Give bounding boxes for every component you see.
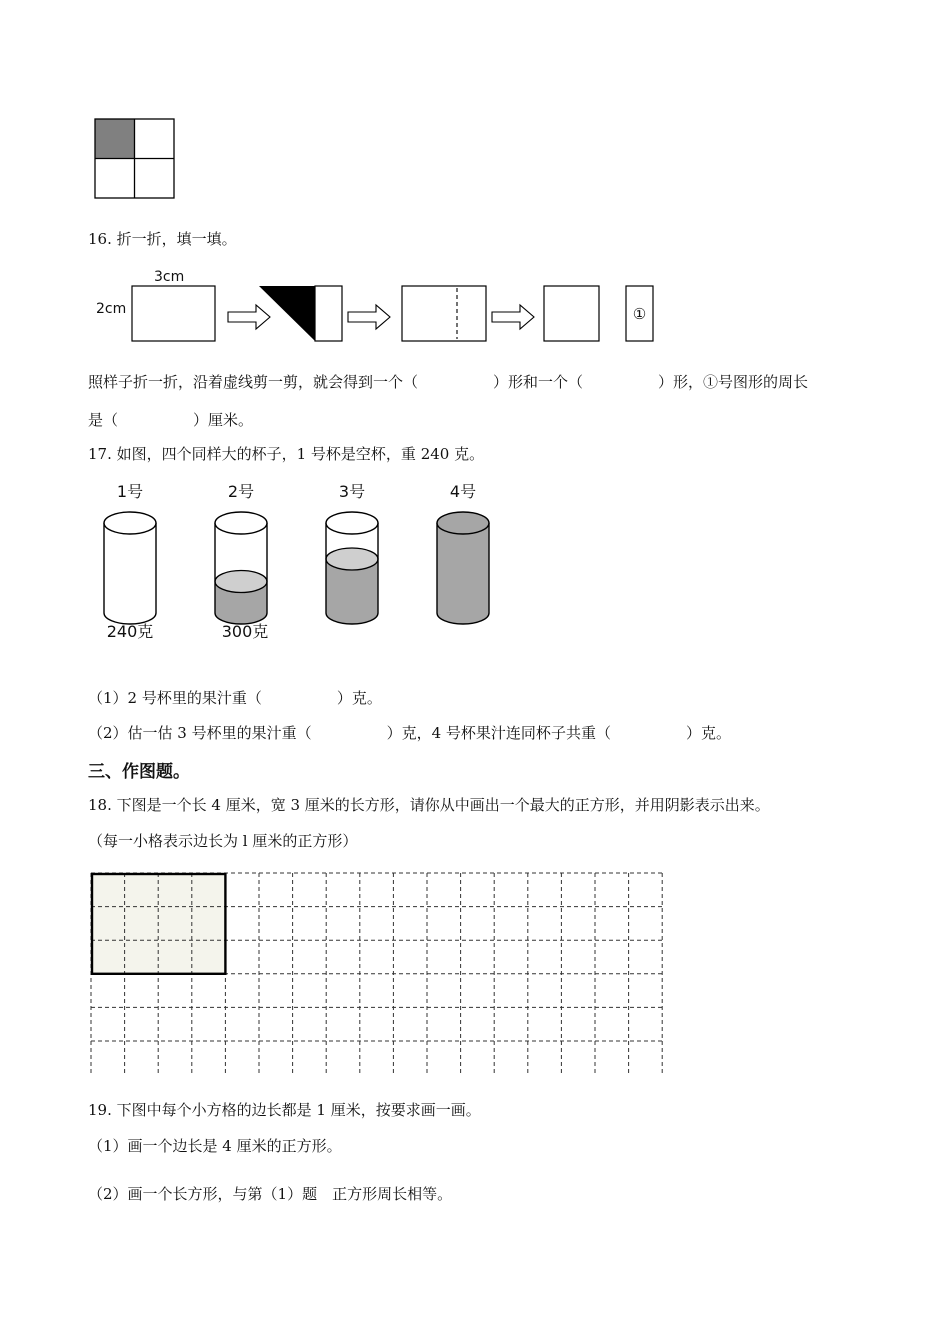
cup-1 — [104, 512, 156, 624]
quarter-square-figure — [94, 118, 176, 200]
cup-rim — [104, 512, 156, 534]
cup-1-label: 1号 — [116, 482, 144, 501]
cup-2 — [215, 512, 267, 624]
q18-note: （每一小格表示边长为 l 厘米的正方形） — [88, 832, 358, 850]
cups-figure — [90, 478, 520, 648]
cup-4 — [437, 512, 489, 624]
q17-sub1: （1）2 号杯里的果汁重（ ）克。 — [88, 689, 382, 707]
fold-diagram — [90, 262, 670, 352]
section-3-heading: 三、作图题。 — [88, 762, 190, 782]
strip-number-label: ① — [632, 305, 647, 323]
cup-rim — [215, 512, 267, 534]
juice-surface — [326, 548, 378, 570]
cup-3-label: 3号 — [338, 482, 366, 501]
cup-3 — [326, 512, 378, 624]
cup-rim — [326, 512, 378, 534]
paper-rectangle — [132, 286, 215, 341]
arrow-3 — [492, 305, 534, 329]
cup-1-weight: 240克 — [106, 622, 154, 641]
cup-body — [104, 523, 156, 624]
cup-2-label: 2号 — [227, 482, 255, 501]
cup-rim — [437, 512, 489, 534]
q16-title: 16. 折一折，填一填。 — [88, 230, 237, 248]
arrow-1 — [228, 305, 270, 329]
q18-grid[interactable] — [90, 872, 664, 1074]
folded-strip — [315, 286, 342, 341]
q19-sub2: （2）画一个长方形，与第（1）题 正方形周长相等。 — [88, 1185, 453, 1203]
width-label: 3cm — [154, 269, 185, 285]
juice-body — [437, 523, 489, 624]
cup-4-label: 4号 — [449, 482, 477, 501]
dashed-rectangle — [402, 286, 486, 341]
q17-title: 17. 如图，四个同样大的杯子，1 号杯是空杯，重 240 克。 — [88, 445, 485, 463]
arrow-2 — [348, 305, 390, 329]
q17-sub2: （2）估一估 3 号杯里的果汁重（ ）克，4 号杯果汁连同杯子共重（ ）克。 — [88, 724, 731, 742]
q16-line1: 照样子折一折，沿着虚线剪一剪，就会得到一个（ ）形和一个（ ）形，①号图形的周长 — [88, 373, 809, 391]
juice-surface — [215, 571, 267, 593]
q18-title: 18. 下图是一个长 4 厘米，宽 3 厘米的长方形，请你从中画出一个最大的正方形，并用阴影表示出来。 — [88, 796, 770, 814]
q16-line2: 是（ ）厘米。 — [88, 411, 254, 429]
cup-2-weight: 300克 — [221, 622, 269, 641]
q19-title: 19. 下图中每个小方格的边长都是 1 厘米，按要求画一画。 — [88, 1101, 481, 1119]
shaded-quadrant — [95, 119, 135, 159]
height-label: 2cm — [96, 301, 127, 317]
q19-sub1: （1）画一个边长是 4 厘米的正方形。 — [88, 1137, 342, 1155]
folded-triangle — [259, 286, 315, 341]
result-square — [544, 286, 599, 341]
